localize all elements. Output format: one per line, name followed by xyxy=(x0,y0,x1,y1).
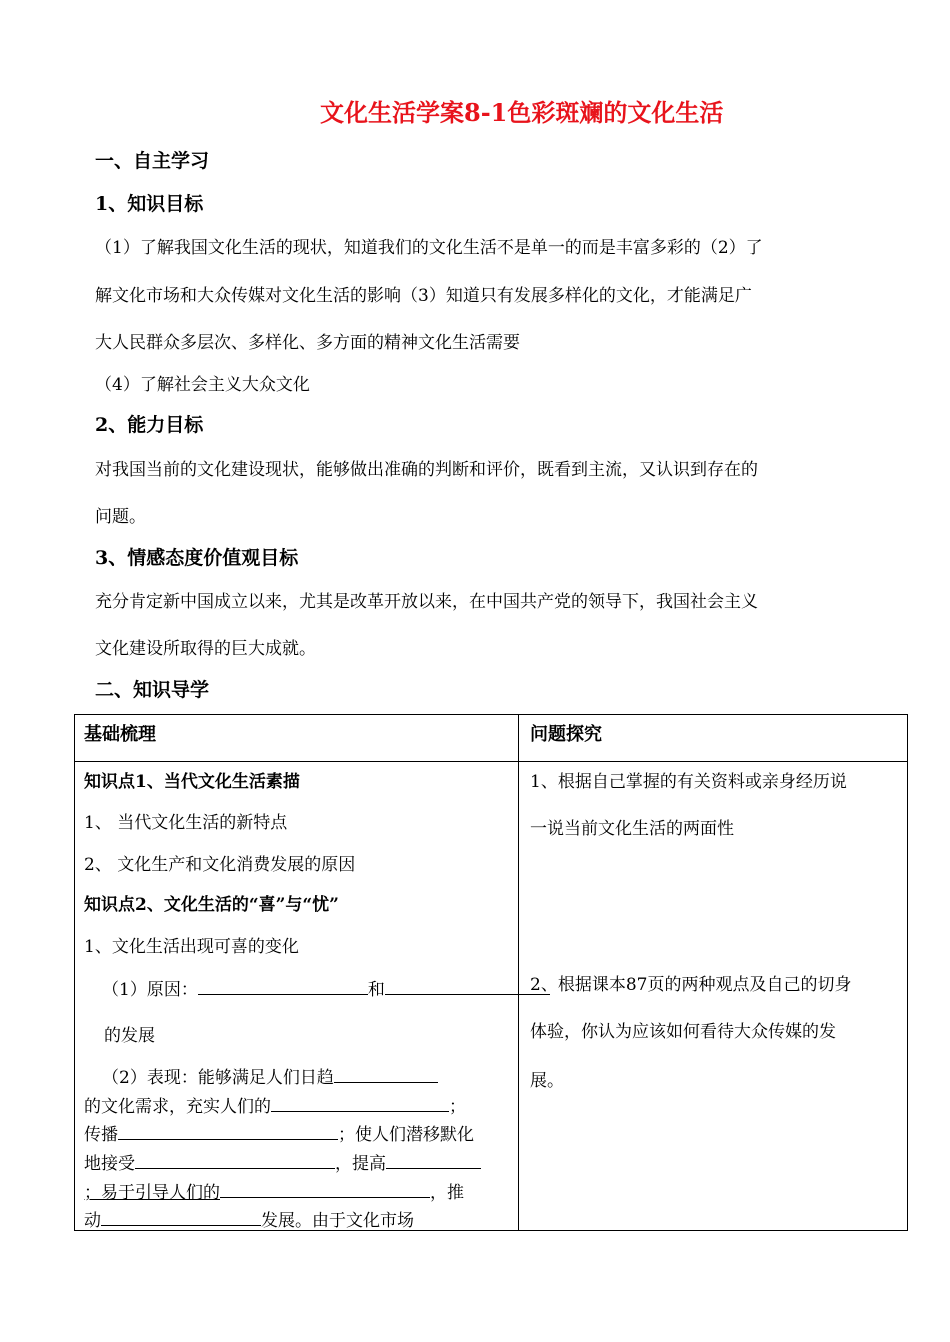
blank-perf-3[interactable] xyxy=(118,1121,338,1140)
reason-line: （1）原因： 和 xyxy=(102,975,550,1000)
blank-perf-6[interactable] xyxy=(220,1179,430,1198)
emotion-goal-line: 文化建设所取得的巨大成就。 xyxy=(95,639,316,659)
knowledge-point-1: 知识点1、当代文化生活素描 xyxy=(84,772,300,792)
ability-goal-line: 问题。 xyxy=(95,507,146,527)
question-1-line: 一说当前文化生活的两面性 xyxy=(530,819,734,839)
knowledge-goal-line: （4）了解社会主义大众文化 xyxy=(95,375,310,395)
list-item: 1、文化生活出现可喜的变化 xyxy=(84,937,299,957)
page-title: 文化生活学案8-1色彩斑斓的文化生活 xyxy=(320,98,724,127)
blank-perf-5[interactable] xyxy=(386,1150,481,1169)
ability-goal-line: 对我国当前的文化建设现状，能够做出准确的判断和评价，既看到主流，又认识到存在的 xyxy=(95,460,758,480)
question-2-line: 2、根据课本87页的两种观点及自己的切身 xyxy=(530,975,852,995)
knowledge-goal-heading: 1、知识目标 xyxy=(95,193,204,215)
knowledge-goal-line: 大人民群众多层次、多样化、多方面的精神文化生活需要 xyxy=(95,333,520,353)
blank-perf-4[interactable] xyxy=(135,1150,335,1169)
blank-reason-2[interactable] xyxy=(385,976,550,995)
table-header-questions: 问题探究 xyxy=(530,724,602,745)
question-2-line: 体验，你认为应该如何看待大众传媒的发 xyxy=(530,1022,836,1042)
emotion-goal-heading: 3、情感态度价值观目标 xyxy=(95,547,299,569)
list-item: 1、 当代文化生活的新特点 xyxy=(84,813,288,833)
section-self-study-heading: 一、自主学习 xyxy=(95,150,210,172)
blank-perf-1[interactable] xyxy=(334,1064,438,1083)
performance-line: ；易于引导人们的 ，推 xyxy=(84,1178,464,1203)
list-item: 2、 文化生产和文化消费发展的原因 xyxy=(84,855,356,875)
blank-perf-7[interactable] xyxy=(101,1207,261,1226)
question-2-line: 展。 xyxy=(530,1071,564,1091)
performance-line: （2）表现：能够满足人们日趋 xyxy=(102,1063,438,1088)
emotion-goal-line: 充分肯定新中国成立以来，尤其是改革开放以来，在中国共产党的领导下，我国社会主义 xyxy=(95,592,758,612)
performance-line: 传播 ；使人们潜移默化 xyxy=(84,1120,474,1145)
performance-line: 的文化需求，充实人们的 ； xyxy=(84,1092,466,1117)
knowledge-goal-line: （1）了解我国文化生活的现状，知道我们的文化生活不是单一的而是丰富多彩的（2）了 xyxy=(95,238,763,258)
ability-goal-heading: 2、能力目标 xyxy=(95,414,204,436)
knowledge-goal-line: 解文化市场和大众传媒对文化生活的影响（3）知道只有发展多样化的文化，才能满足广 xyxy=(95,286,752,306)
blank-perf-2[interactable] xyxy=(271,1093,449,1112)
blank-reason-1[interactable] xyxy=(198,976,368,995)
section-guide-heading: 二、知识导学 xyxy=(95,679,210,701)
question-1-line: 1、根据自己掌握的有关资料或亲身经历说 xyxy=(530,772,847,792)
reason-suffix: 的发展 xyxy=(104,1026,155,1046)
performance-line: 动 发展。由于文化市场 xyxy=(84,1206,414,1231)
performance-line: 地接受 ，提高 xyxy=(84,1149,481,1174)
table-header-basics: 基础梳理 xyxy=(84,724,156,745)
knowledge-point-2: 知识点2、文化生活的“喜”与“忧” xyxy=(84,895,339,915)
